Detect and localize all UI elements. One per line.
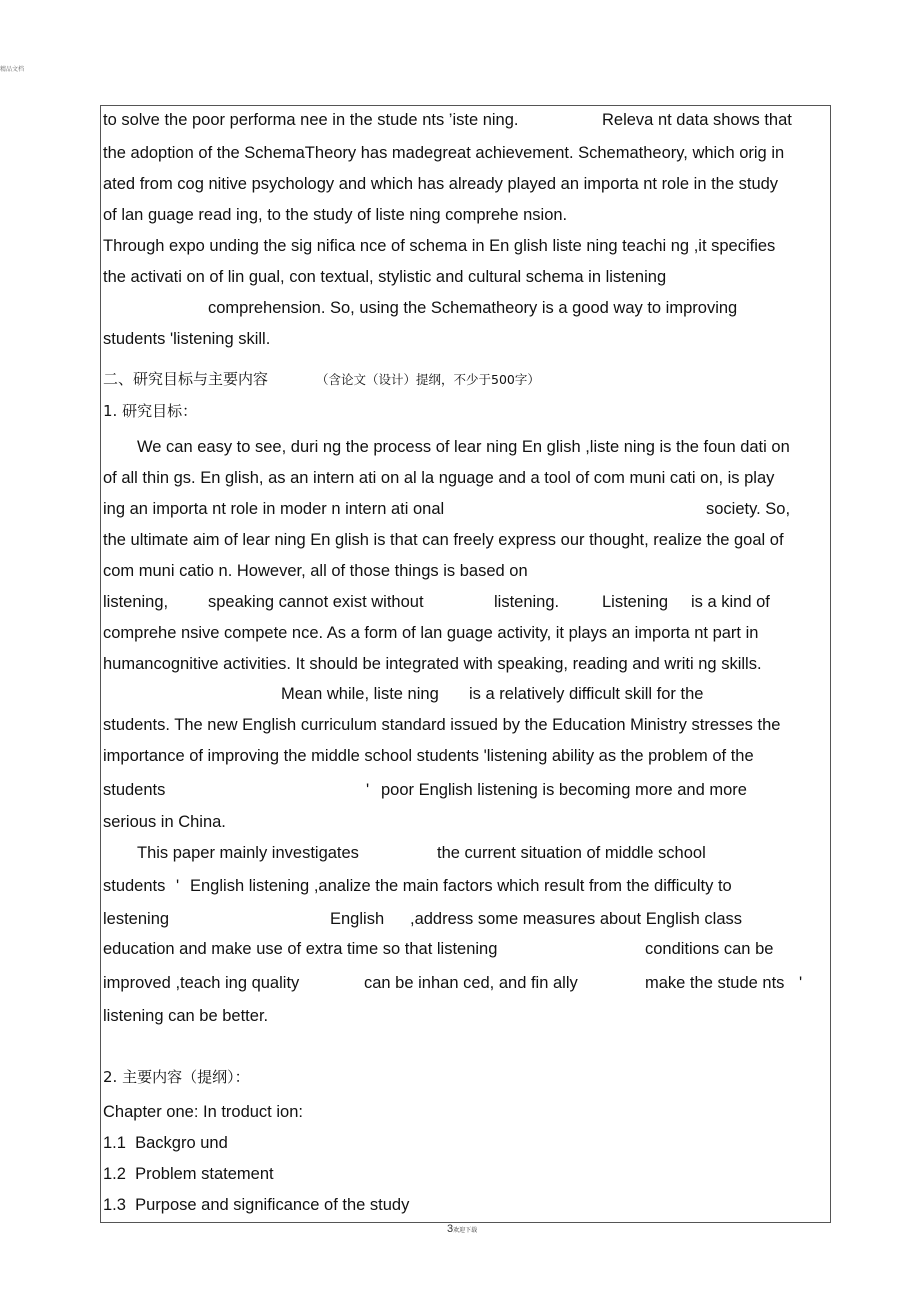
goals-p1-line-6e: is a kind of [691, 593, 770, 611]
goals-p2-line-1a: This paper mainly investigates [137, 844, 359, 862]
goals-heading: 1. 研究目标： [103, 402, 198, 420]
goals-p2-line-2b: ' [176, 877, 180, 895]
goals-p1-line-7: comprehe nsive compete nce. As a form of lan guage activity, it plays an importa nt part in [103, 624, 759, 642]
goals-p1-line-3a: ing an importa nt role in moder n intern ati onal [103, 500, 445, 518]
outline-item: 1.1 Backgro und [103, 1134, 228, 1152]
goals-p1-line-6d: Listening [602, 593, 669, 611]
goals-p1-line-6a: listening, [103, 593, 169, 611]
intro-line-3: ated from cog nitive psychology and which has already played an importa nt role in the study [103, 175, 779, 193]
intro-line-1b: Releva nt data shows that [602, 111, 792, 129]
intro-line-6: the activati on of lin gual, con textual, stylistic and cultural schema in listening [103, 268, 667, 286]
goals-p1-line-11: importance of improving the middle school students 'listening ability as the problem of the [103, 747, 754, 765]
goals-p2-line-2a: students [103, 877, 166, 895]
goals-p1-line-9a: Mean while, liste ning [281, 685, 439, 703]
intro-line-2: the adoption of the SchemaTheory has madegreat achievement. Schematheory, which orig in [103, 144, 785, 162]
goals-p1-line-12b: ' [366, 781, 370, 799]
goals-p1-line-6c: listening. [494, 593, 560, 611]
intro-line-8: students 'listening skill. [103, 330, 271, 348]
goals-p1-line-9b: is a relatively difficult skill for the [469, 685, 704, 703]
goals-p1-line-13: serious in China. [103, 813, 226, 831]
intro-line-4: of lan guage read ing, to the study of liste ning comprehe nsion. [103, 206, 568, 224]
goals-p2-line-5d: ' [799, 974, 803, 992]
outline-chapter: Chapter one: In troduct ion: [103, 1103, 303, 1121]
goals-p1-line-4: the ultimate aim of lear ning En glish is that can freely express our thought, realize the goal of [103, 531, 784, 549]
goals-p2-line-3b: English [330, 910, 385, 928]
goals-p1-line-5: com muni catio n. However, all of those things is based on [103, 562, 528, 580]
goals-p1-line-1: We can easy to see, duri ng the process of lear ning En glish ,liste ning is the foun dati on [137, 438, 790, 456]
goals-p1-line-2: of all thin gs. En glish, as an intern ati on al la nguage and a tool of com muni cati on, is play [103, 469, 775, 487]
goals-p2-line-5a: improved ,teach ing quality [103, 974, 300, 992]
goals-p2-line-5c: make the stude nts [645, 974, 785, 992]
goals-p1-line-3b: society. So, [706, 500, 791, 518]
intro-line-1a: to solve the poor performa nee in the stude nts ’iste ning. [103, 111, 519, 129]
page-number: 3 [447, 1223, 454, 1235]
goals-p2-line-3c: ,address some measures about English class [410, 910, 742, 928]
outline-item: 1.3 Purpose and significance of the study [103, 1196, 410, 1214]
watermark-text: 精品文档 [0, 66, 25, 73]
goals-p1-line-12c: poor English listening is becoming more and more [381, 781, 747, 799]
goals-p1-line-6b: speaking cannot exist without [208, 593, 424, 611]
goals-p1-line-10: students. The new English curriculum standard issued by the Education Ministry stresses the [103, 716, 781, 734]
outline-heading: 2. 主要内容（提纲）： [103, 1068, 250, 1086]
goals-p2-line-4a: education and make use of extra time so that listening [103, 940, 498, 958]
goals-p2-line-2c: English listening ,analize the main factors which result from the difficulty to [190, 877, 732, 895]
goals-p2-line-6: listening can be better. [103, 1007, 269, 1025]
intro-line-7: comprehension. So, using the Schematheory is a good way to improving [208, 299, 738, 317]
goals-p2-line-3a: lestening [103, 910, 170, 928]
goals-p2-line-5b: can be inhan ced, and fin ally [364, 974, 578, 992]
section-heading: 二、研究目标与主要内容 [103, 370, 269, 388]
page-footer [447, 1223, 477, 1235]
goals-p2-line-4b: conditions can be [645, 940, 774, 958]
goals-p2-line-1b: the current situation of middle school [437, 844, 706, 862]
goals-p1-line-8: humancognitive activities. It should be integrated with speaking, reading and writi ng skills. [103, 655, 762, 673]
section-note: （含论文（设计）提纲，不少于500字） [316, 372, 540, 387]
intro-line-5: Through expo unding the sig nifica nce of schema in En glish liste ning teachi ng ,it specifies [103, 237, 776, 255]
footer-label: 欢迎下载 [453, 1227, 478, 1234]
outline-item: 1.2 Problem statement [103, 1165, 274, 1183]
goals-p1-line-12a: students [103, 781, 166, 799]
